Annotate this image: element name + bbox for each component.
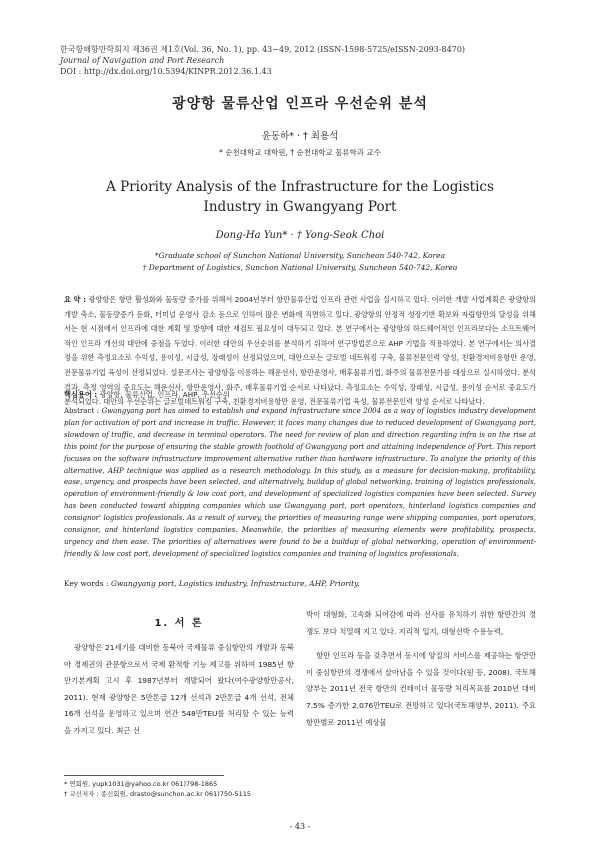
keywords-korean <box>64 390 536 400</box>
section-heading-introduction: 1. 서 론 <box>154 618 204 629</box>
affiliation-korean: * 순천대학교 대학원, † 순천대학교 물류학과 교수 <box>219 148 381 157</box>
abstract-english <box>64 406 536 561</box>
authors-korean: 윤동하* · † 최용석 <box>261 131 339 142</box>
affiliation-english-1: *Graduate school of Sunchon National University, Suncheon 540-742, Korea <box>154 251 446 260</box>
affiliation-english <box>0 250 600 274</box>
journal-name: Journal of Navigation and Port Research <box>60 56 225 65</box>
body-paragraph: 항만 인프라 등을 갖추면서 동시에 양질의 서비스를 제공하는 항만만이 중심항만의 경쟁에서 살아남을 수 있을 것이다(원 등, 2008). 국토해양부는 2011년 전국 항만의 컨테이너 물동량 처리목표를 2010년 대비 7.5% 증가한 2,076만TEU로 전망하고 있다(국토해양부, 2011). 주요 항만별로 2011년 예상물 <box>306 651 536 727</box>
journal-volume-line: 한국항해항만학회지 제36권 제1호(Vol. 36, No. 1), pp. 43~49, 2012 (ISSN-1598-5725/eISSN-2093-8470) <box>60 45 466 54</box>
title-korean: 광양항 물류산업 인프라 우선순위 분석 <box>172 96 428 112</box>
page-number: - 43 - <box>289 822 311 831</box>
keywords-english-text: Gwangyang port, Logistics industry, Infrastructure, AHP, Priority. <box>110 579 360 588</box>
body-column-left <box>64 640 294 740</box>
title-english: A Priority Analysis of the Infrastructure for the Logistics Industry in Gwangyang Port <box>106 179 494 215</box>
keywords-english-label: Key words : <box>64 579 111 588</box>
footnote-corresponding-author: † 교신저자 : 종신회원, drasto@sunchon.ac.kr 061)750-5115 <box>64 790 252 798</box>
affiliation-english-2: † Department of Logistics, Sunchon National University, Suncheon 540-742, Korea <box>142 263 458 272</box>
body-paragraph: 광양항은 21세기를 대비한 동북아 국제물류 중심항만의 개발과 동북아 경제권의 관문항으로서 국제 환적항 기능 제고를 위하여 1985년 항만기본계획 고시 후 1987년부터 개발되어 왔다(여수광양항만공사, 2011). 현재 광양항은 5만톤급 12개 선석과 2만톤급 4개 선석, 전체 16개 선석을 운영하고 있으며 연간 548만TEU를 처리할 수 있는 능력을 가지고 있다. 최근 선 <box>64 643 294 735</box>
abstract-english-label: Abstract : <box>64 407 102 415</box>
authors-english: Dong-Ha Yun* · † Yong-Seok Choi <box>215 230 385 241</box>
journal-header <box>60 44 465 77</box>
body-column-right <box>306 607 536 731</box>
keywords-korean-label: 핵심용어 : <box>64 390 100 399</box>
abstract-korean-text: 광양항은 항만 활성화와 물동량 증가를 위해서 2004년부터 항만물류산업 인프라 관련 사업을 실시하고 있다. 이러한 개발 사업계획은 광양항의 개발 축소, 물동량증가 둔화, 터미널 운영사 감소 등으로 인하여 많은 변화에 직면하고 있다. 광양항의 안정적 성장기반 확보와 자립항만의 달성을 위해서는 현 시점에서 인프라에 대한 계획 및 방향에 대한 재검토 필요성이 대두되고 있다. 본 연구에서는 광양항의 하드웨어적인 인프라보다는 소프트웨어적인 인프라 개선의 대안에 중점을 두었다. 이러한 대안의 우선순위를 분석하기 위하여 연구방법론으로 AHP 기법을 적용하였다. 본 연구에서는 의사결정을 위한 측정요소로 수익성, 용이성, 시급성, 장래성이 선정되었으며, 대안으로는 글로벌 네트워킹 구축, 물류전문인력 양성, 친환경저비용항만 운영, 전문물류기업 육성이 선정되었다. 설문조사는 광양항을 이용하는 해운선사, 항만운영사, 배후물류기업, 화주의 물류전문가를 대상으로 실시하였다. 분석 결과, 측정 영역의 중요도는 해운선사, 항만운영사, 화주, 배후물류기업 순서로 나타났다. 측정요소는 수익성, 장래성, 시급성, 용이성 순서로 중요도가 분석되었다. 대안의 우선순위는 글로벌네트워킹 구축, 친환경저비용항만 운영, 전문물류기업 육성, 물류전문인력 양성 순서로 나타났다. <box>64 295 536 407</box>
abstract-english-text: Gwangyang port has aimed to establish and expand infrastructure since 2004 as a way of logistics industry development plan for activation of port and increase in traffic. However, it faces many changes due to reduced development of Gwangyang port, slowdown of traffic, and decrease in terminal operators. The need for review of plan and direction regarding infra is on the rise at this point for the purpose of ensuring the stable growth foothold of Gwangyang port and attaining independence of Port. This report focuses on the software infrastructure improvement alternative rather than hardware infrastructure. To analyze the priority of this alternative, AHP technique was applied as a research methodology. In this study, as a measure for decision-making, profitability, ease, urgency, and prospects have been selected, and alternatively, buildup of global networking, training of logistics professionals, operation of environment-friendly & low cost port, and development of specialized logistics companies have been selected. Survey has been conducted toward shipping companies which use Gwangyang port, port operators, hinterland logistics companies and consignor' logistics professionals. As a result of survey, the priorities of measuring range were shipping companies, port operators, consignor, and hinterland logistics companies. Meanwhile, the priorities of measuring elements were profitability, prospects, urgency and then ease. The priorities of alternatives were found to be a buildup of global networking, operation of environment-friendly & low cost port, development of specialized logistics companies and training of logistics professionals. <box>64 407 536 558</box>
keywords-english <box>64 579 536 588</box>
footnotes <box>64 779 251 799</box>
abstract-korean-label: 요 약 : <box>64 295 89 304</box>
doi-line: DOI : http://dx.doi.org/10.5394/KINPR.2012.36.1.43 <box>60 67 272 76</box>
footnote-author-1: * 연회원, yupk1031@yahoo.co.kr 061)798-1865 <box>64 780 218 788</box>
body-paragraph: 박이 대형화, 고속화 되어감에 따라 선사를 유치하기 위한 항만간의 경쟁도 보다 치열해 지고 있다. 지리적 입지, 대형선박 수용능력, <box>306 610 536 636</box>
footnote-divider <box>64 775 224 776</box>
keywords-korean-text: 광양항, 물류산업, 인프라, AHP, 우선순위 <box>99 390 230 399</box>
